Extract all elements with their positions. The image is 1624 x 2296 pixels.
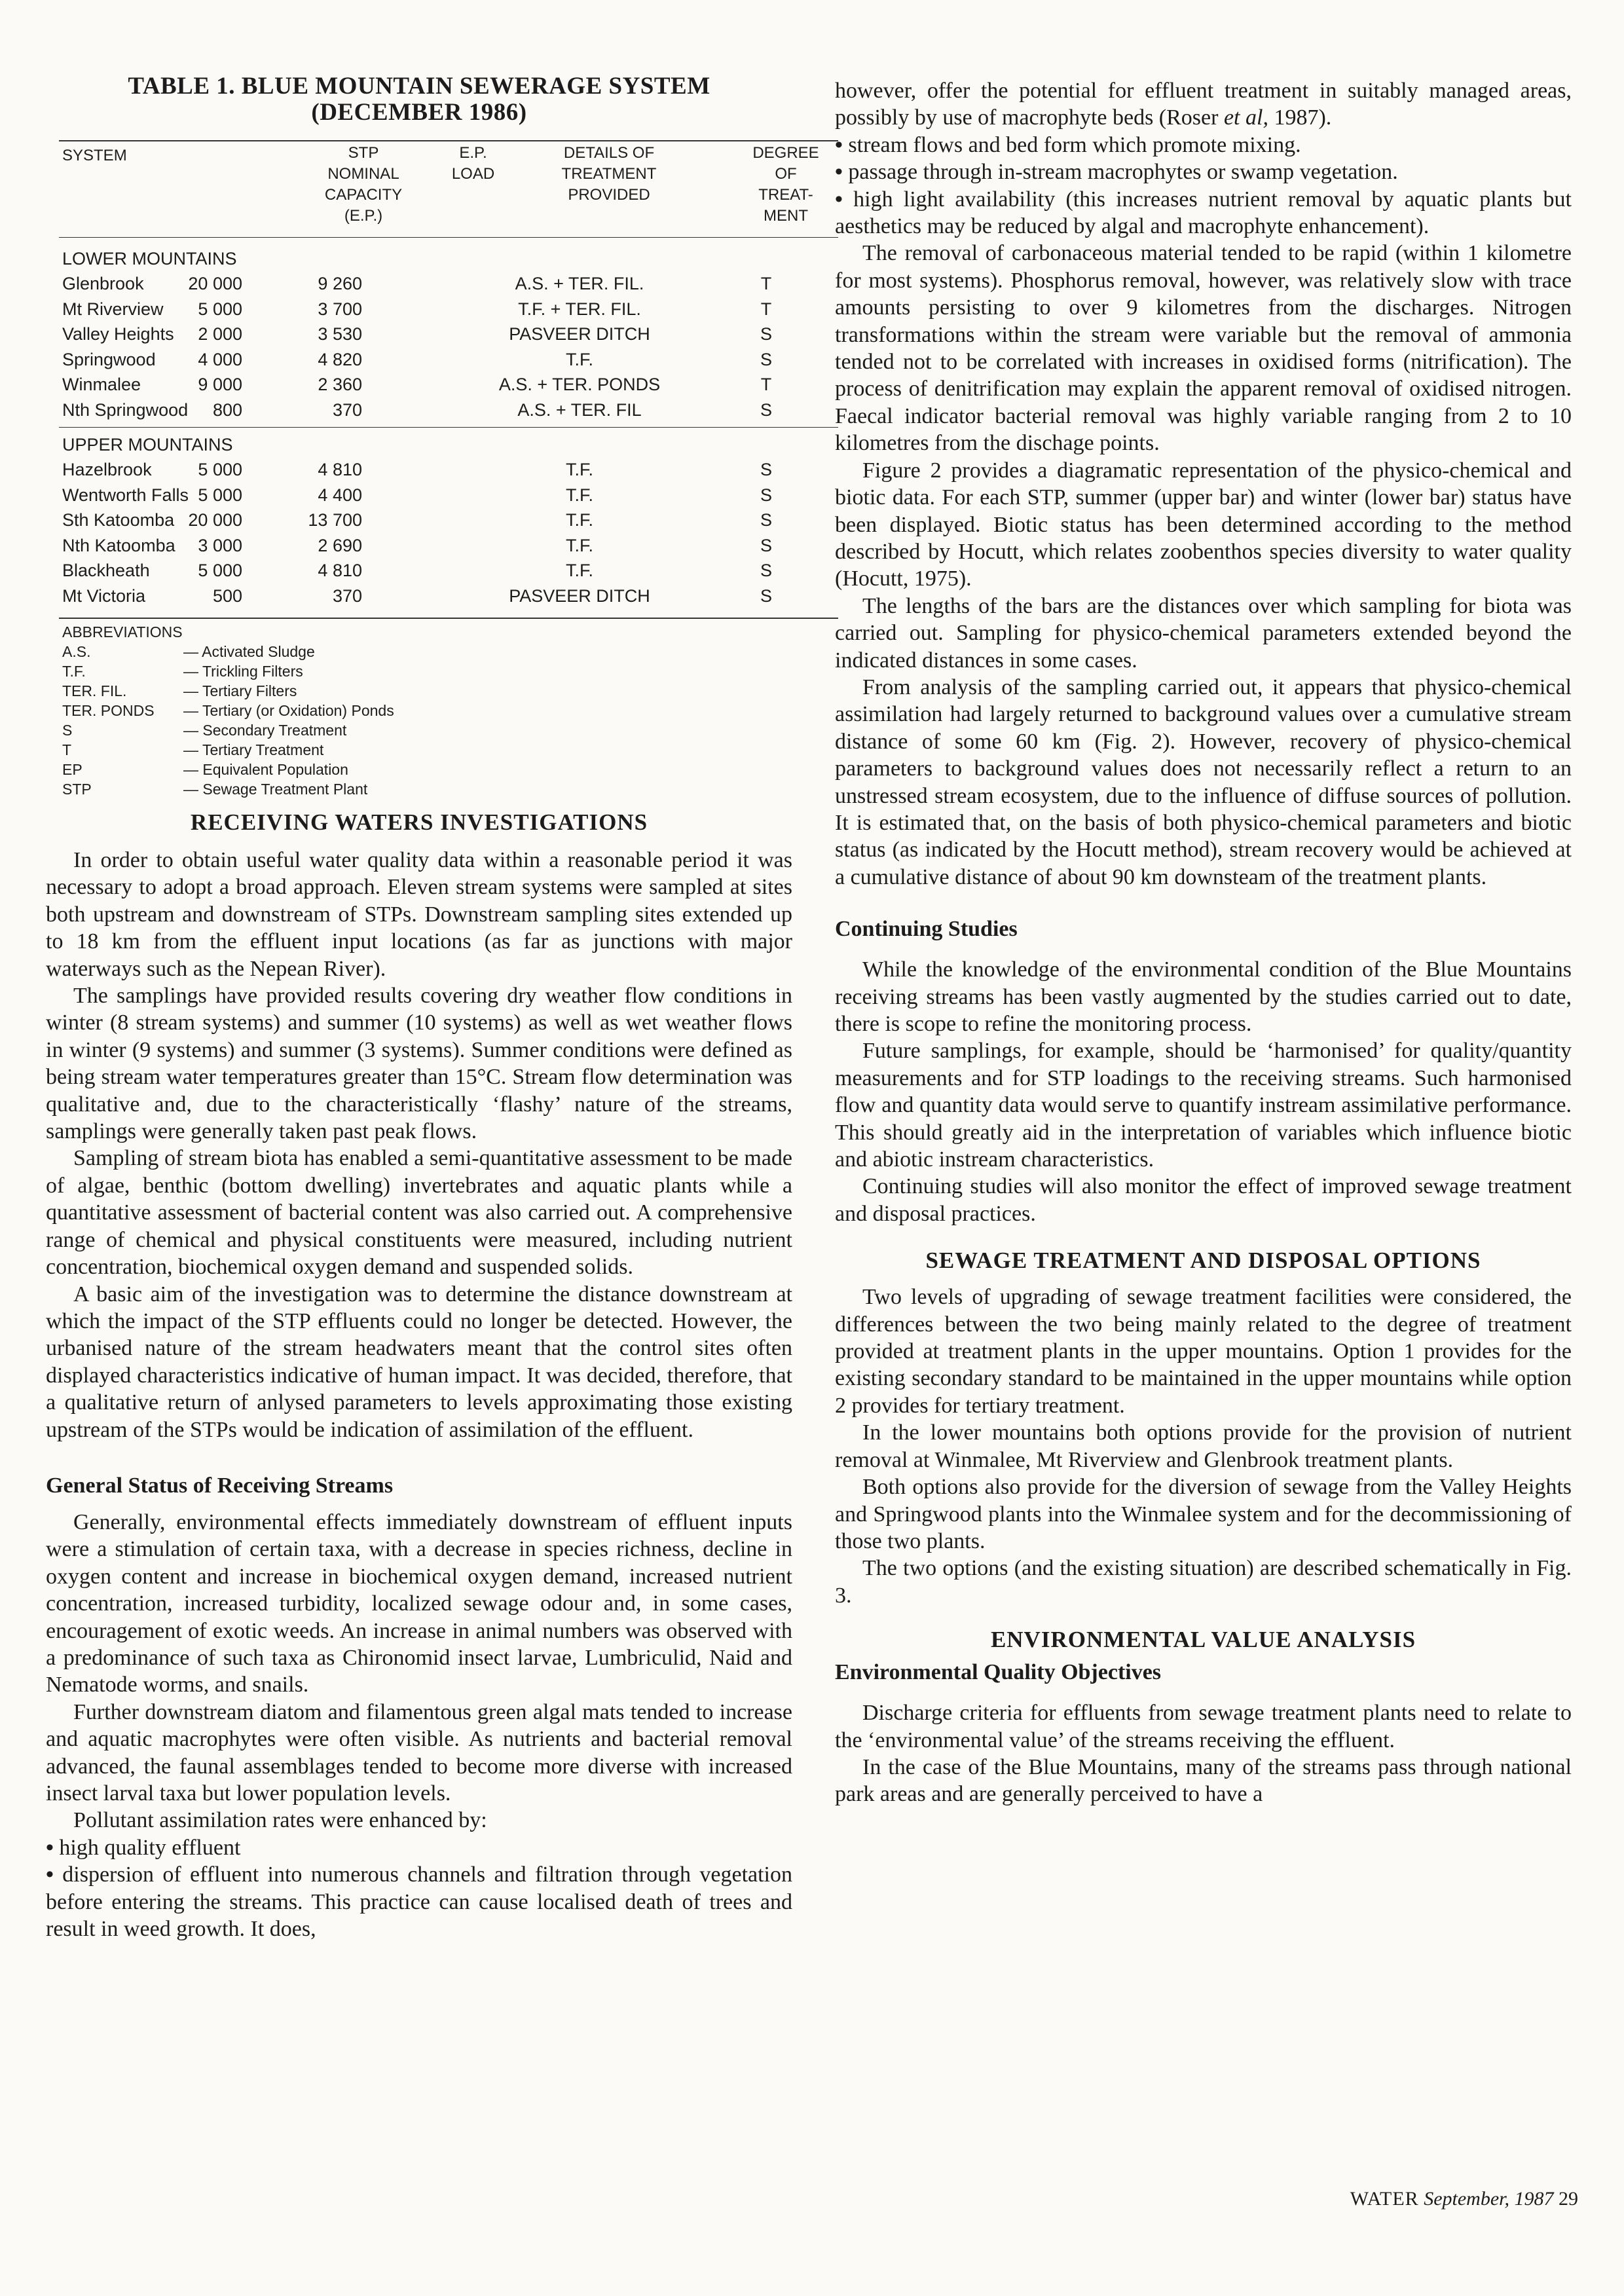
abbreviation-item xyxy=(62,740,521,760)
abbreviation-key: T xyxy=(62,741,72,758)
paragraph: Further downstream diatom and filamentous green algal mats tended to increase and aquatic macrophytes were often visible. As nutrients and bacterial removal advanced, the faunal assemblages tended to become more diverse with increased insect larval taxa but lower population levels. xyxy=(46,1699,792,1805)
cell-ep-load: 4 820 xyxy=(318,349,362,369)
abbreviation-meaning: — Activated Sludge xyxy=(183,643,315,660)
paragraph: Figure 2 provides a diagramatic representation of the physico-chemical and biotic data. For each STP, summer (upper bar) and winter (lower bar) status have been displayed. Biotic status has been determined according to the method described by Hocutt, which relates zoobenthos species diversity to water quality (Hocutt, 1975). xyxy=(835,458,1572,591)
table-row xyxy=(62,457,835,482)
cell-degree: S xyxy=(760,535,772,555)
cell-degree: S xyxy=(760,585,772,606)
right-body xyxy=(835,77,1572,1808)
abbreviation-key: STP xyxy=(62,781,92,798)
cell-details: A.S. + TER. FIL xyxy=(517,399,642,420)
bullet-item: • dispersion of effluent into numerous channels and filtration through vegetation before entering the streams. This practice can cause localised death of trees and result in weed growth. It does, xyxy=(46,1862,792,1942)
table-bottom-rule xyxy=(59,618,838,619)
abbreviation-item xyxy=(62,661,521,681)
cell-capacity: 5 000 xyxy=(198,299,242,319)
cell-capacity: 5 000 xyxy=(198,485,242,505)
paragraph: Sampling of stream biota has enabled a semi-quantitative assessment to be made of algae, benthic (bottom dwelling) invertebrates and aquatic plants while a quantitative assessment of bacterial content was also carried out. A comprehensive range of chemical and physical constituents were measured, including nutrient concentration, biochemical oxygen demand and suspended solids. xyxy=(46,1146,792,1280)
cell-system: Nth Katoomba xyxy=(62,535,175,555)
table-title: TABLE 1. BLUE MOUNTAIN SEWERAGE SYSTEM xyxy=(128,73,710,100)
cell-ep-load: 2 360 xyxy=(318,375,362,394)
bullet-icon: • xyxy=(835,132,849,157)
cell-details: PASVEER DITCH xyxy=(509,585,650,606)
table-row xyxy=(62,558,835,583)
paragraph: In order to obtain useful water quality data within a reasonable period it was necessary to adopt a broad approach. Eleven stream systems were sampled at sites both upstream and downstream of STPs. Downstream sampling sites extended up to 18 km from the effluent input locations (as far as junctions with major waterways such as the Nepean River). xyxy=(46,848,792,981)
table-row xyxy=(62,398,835,422)
abbreviation-key: S xyxy=(62,722,73,739)
heading-environmental-value: ENVIRONMENTAL VALUE ANALYSIS xyxy=(990,1627,1416,1653)
abbreviations-heading: ABBREVIATIONS xyxy=(62,623,183,640)
cell-capacity: 5 000 xyxy=(198,561,242,580)
page-number: 29 xyxy=(1559,2188,1578,2210)
abbreviation-key: EP xyxy=(62,761,83,778)
cell-details: T.F. + TER. FIL. xyxy=(518,299,641,319)
paragraph: Future samplings, for example, should be ‘harmonised’ for quality/quantity measurements and for STP loadings to the receiving streams. Such harmonised flow and quantity data would serve to quantify instream assimilative performance. This should greatly aid in the interpretation of variables which influence biotic and abiotic instream characteristics. xyxy=(835,1039,1572,1172)
abbreviation-item xyxy=(62,779,521,799)
cell-degree: S xyxy=(760,485,772,505)
cell-system: Springwood xyxy=(62,349,156,369)
header-degree: DEGREE OF TREAT- MENT xyxy=(752,144,819,225)
abbreviation-key: TER. FIL. xyxy=(62,682,127,699)
table-row xyxy=(62,297,835,322)
page-footer xyxy=(1350,2187,1578,2211)
bullet-icon: • xyxy=(46,1835,60,1860)
paragraph: Pollutant assimilation rates were enhanced by: xyxy=(73,1808,487,1833)
cell-capacity: 2 000 xyxy=(198,324,242,344)
cell-capacity: 20 000 xyxy=(188,274,242,293)
section-upper-mountains: UPPER MOUNTAINS xyxy=(62,435,233,454)
cell-details: T.F. xyxy=(565,349,593,369)
abbreviation-item xyxy=(62,681,521,701)
abbreviation-item xyxy=(62,760,521,779)
cell-ep-load: 2 690 xyxy=(318,535,362,555)
paragraph: Two levels of upgrading of sewage treatment facilities were considered, the differences between the two being mainly related to the degree of treatment provided at treatment plants in the upper mountains. Option 1 provides for the existing secondary standard to be maintained in the upper mountains while option 2 provides for tertiary treatment. xyxy=(835,1285,1572,1418)
magazine-name: WATER xyxy=(1350,2188,1419,2210)
cell-degree: S xyxy=(760,349,772,369)
cell-details: T.F. xyxy=(565,510,593,530)
cell-ep-load: 4 810 xyxy=(318,460,362,479)
cell-degree: S xyxy=(760,510,772,530)
table-row xyxy=(62,372,835,397)
header-details: DETAILS OF TREATMENT PROVIDED xyxy=(561,144,657,204)
cell-system: Valley Heights xyxy=(62,324,174,344)
abbreviation-meaning: — Equivalent Population xyxy=(183,761,348,778)
abbreviation-key: T.F. xyxy=(62,663,86,680)
cell-details: A.S. + TER. FIL. xyxy=(515,274,644,293)
abbreviation-meaning: — Sewage Treatment Plant xyxy=(183,781,368,798)
abbreviation-item xyxy=(62,642,521,661)
cell-system: Wentworth Falls xyxy=(62,485,189,505)
cell-system: Winmalee xyxy=(62,375,141,394)
header-system: SYSTEM xyxy=(62,147,127,164)
heading-sewage-options: SEWAGE TREATMENT AND DISPOSAL OPTIONS xyxy=(925,1248,1481,1274)
abbreviation-item xyxy=(62,720,521,740)
paragraph: From analysis of the sampling carried out, it appears that physico-chemical assimilation had largely returned to background values over a cumulative stream distance of some 60 km (Fig. 2). However, recovery of physico-chemical parameters to background values does not necessarily reflect a return to an unstressed stream ecosystem, due to the influence of diffuse sources of pollution. It is estimated that, on the basis of both physico-chemical parameters and biotic status (as indicated by the Hocutt method), stream recovery would be achieved at a cumulative distance of about 90 km downsteam of the treatment plants. xyxy=(835,675,1572,889)
cell-ep-load: 370 xyxy=(332,585,362,606)
abbreviation-meaning: — Tertiary Treatment xyxy=(183,741,324,758)
heading-general-status: General Status of Receiving Streams xyxy=(46,1473,394,1498)
header-ep-load: E.P. LOAD xyxy=(451,144,495,183)
cell-ep-load: 13 700 xyxy=(308,510,362,530)
cell-capacity: 9 000 xyxy=(198,375,242,394)
abbreviation-meaning: — Trickling Filters xyxy=(183,663,303,680)
cell-details: PASVEER DITCH xyxy=(509,324,650,344)
heading-receiving-waters: RECEIVING WATERS INVESTIGATIONS xyxy=(190,809,648,835)
cell-degree: T xyxy=(760,299,772,319)
cell-degree: S xyxy=(760,399,772,420)
paragraph: Continuing studies will also monitor the effect of improved sewage treatment and disposal practices. xyxy=(835,1174,1572,1226)
table-row xyxy=(62,533,835,558)
cell-degree: S xyxy=(760,324,772,344)
table-row xyxy=(62,583,835,608)
abbreviation-key: TER. PONDS xyxy=(62,702,155,719)
cell-details: T.F. xyxy=(565,485,593,505)
paragraph: In the lower mountains both options provide for the provision of nutrient removal at Winmalee, Mt Riverview and Glenbrook treatment plants. xyxy=(835,1420,1572,1472)
cell-capacity: 800 xyxy=(212,399,242,420)
paragraph: Generally, environmental effects immediately downstream of effluent inputs were a stimulation of certain taxa, with a decrease in species richness, decline in oxygen content and increase in biochemical oxygen demand, increased nutrient concentration, increased turbidity, localized sewage odour and, in some cases, encouragement of exotic weeds. An increase in animal numbers was observed with a predominance of such taxa as Chironomid insect larvae, Lumbriculid, Naid and Nematode worms, and snails. xyxy=(46,1509,792,1697)
table-row xyxy=(62,508,835,532)
table-row xyxy=(62,347,835,372)
cell-degree: T xyxy=(760,274,772,293)
cell-ep-load: 3 700 xyxy=(318,299,362,319)
cell-system: Nth Springwood xyxy=(62,399,189,420)
paragraph: Discharge criteria for effluents from sewage treatment plants need to relate to the ‘environmental value’ of the streams receiving the effluent. xyxy=(835,1701,1572,1752)
header-stp-capacity: STP NOMINAL CAPACITY (E.P.) xyxy=(324,144,403,225)
abbreviation-item xyxy=(62,701,521,720)
paragraph: A basic aim of the investigation was to determine the distance downstream at which the impact of the STP effluents could no longer be detected. However, the urbanised nature of the stream headwaters meant that the control sites often displayed characteristics indicative of human impact. It was decided, therefore, that a qualitative return of anlysed parameters to levels approximating those existing upstream of the STPs would be indication of assimilation of the effluent. xyxy=(46,1282,792,1442)
cell-degree: T xyxy=(760,375,772,394)
cell-system: Mt Riverview xyxy=(62,299,164,319)
cell-ep-load: 9 260 xyxy=(318,274,362,293)
cell-details: T.F. xyxy=(565,535,593,555)
bullet-icon: • xyxy=(835,160,849,185)
bullet-icon: • xyxy=(46,1862,63,1887)
cell-details: A.S. + TER. PONDS xyxy=(498,375,661,394)
cell-details: T.F. xyxy=(565,460,593,479)
paragraph: While the knowledge of the environmental condition of the Blue Mountains receiving streams has been vastly augmented by the studies carried out to date, there is scope to refine the monitoring process. xyxy=(835,957,1572,1036)
cell-ep-load: 4 400 xyxy=(318,485,362,505)
paragraph: In the case of the Blue Mountains, many of the streams pass through national park areas and are generally perceived to have a xyxy=(835,1754,1572,1807)
table-row xyxy=(62,271,835,296)
cell-capacity: 500 xyxy=(212,585,242,606)
cell-capacity: 20 000 xyxy=(188,510,242,530)
paragraph: The removal of carbonaceous material tended to be rapid (within 1 kilometre for most systems). Phosphorus removal, however, was relatively slow with trace amounts persisting to over 9 kilometres from the discharges. Nitrogen transformations within the stream were variable but the removal of ammonia tended not to be correlated with increases in oxidised forms (nitrification). The process of denitrification may explain the apparent removal of oxidised nitrogen. Faecal indicator bacterial removal was highly variable ranging from 2 to 10 kilometres from the dischage points. xyxy=(835,241,1572,456)
abbreviation-meaning: — Tertiary (or Oxidation) Ponds xyxy=(183,702,394,719)
bullet-icon: • xyxy=(835,187,854,212)
bullet-item: • high quality effluent xyxy=(46,1835,241,1860)
cell-degree: S xyxy=(760,561,772,580)
bullet-item: • high light availability (this increases nutrient removal by aquatic plants but aesthetics may be reduced by algal and macrophyte enhancement). xyxy=(835,187,1572,239)
cell-degree: S xyxy=(760,460,772,479)
cell-ep-load: 370 xyxy=(332,399,362,420)
paragraph: however, offer the potential for effluent treatment in suitably managed areas, possibly by use of macrophyte beds (Roser et al, 1987). xyxy=(835,79,1572,130)
paragraph: The lengths of the bars are the distances over which sampling for biota was carried out. Sampling for physico-chemical parameters extended beyond the indicated distances in some cases. xyxy=(835,593,1572,673)
abbreviation-meaning: — Secondary Treatment xyxy=(183,722,347,739)
cell-system: Blackheath xyxy=(62,561,150,580)
paragraph: The samplings have provided results covering dry weather flow conditions in winter (8 stream systems) and summer (10 systems) as well as wet weather flows in winter (9 systems) and summer (3 systems). Summer conditions were defined as being stream water temperatures greater than 15°C. Stream flow determination was qualitative and, due to the characteristically ‘flashy’ nature of the streams, samplings were generally taken past peak flows. xyxy=(46,984,792,1144)
cell-details: T.F. xyxy=(565,561,593,580)
cell-capacity: 3 000 xyxy=(198,535,242,555)
bullet-item: • stream flows and bed form which promote mixing. xyxy=(835,132,1301,157)
cell-system: Hazelbrook xyxy=(62,460,152,479)
table-header-rule xyxy=(59,237,838,238)
abbreviation-key: A.S. xyxy=(62,643,91,660)
left-body xyxy=(46,809,792,1942)
table-top-rule xyxy=(59,140,838,141)
paragraph: Both options also provide for the diversion of sewage from the Valley Heights and Springwood plants into the Winmalee system and for the decommissioning of those two plants. xyxy=(835,1475,1572,1553)
section-lower-mountains: LOWER MOUNTAINS xyxy=(62,249,237,268)
table-mid-rule xyxy=(59,427,838,428)
heading-quality-objectives: Environmental Quality Objectives xyxy=(835,1660,1162,1685)
paragraph: The two options (and the existing situation) are described schematically in Fig. 3. xyxy=(835,1556,1572,1608)
cell-system: Mt Victoria xyxy=(62,585,146,606)
heading-continuing-studies: Continuing Studies xyxy=(835,917,1018,942)
table-row xyxy=(62,483,835,508)
table-row xyxy=(62,322,835,346)
cell-ep-load: 4 810 xyxy=(318,561,362,580)
cell-system: Sth Katoomba xyxy=(62,510,175,530)
table-subtitle: (DECEMBER 1986) xyxy=(311,99,527,126)
issue-date: September, 1987 xyxy=(1424,2188,1554,2210)
cell-ep-load: 3 530 xyxy=(318,324,362,344)
bullet-item: • passage through in-stream macrophytes or swamp vegetation. xyxy=(835,160,1398,185)
cell-capacity: 5 000 xyxy=(198,460,242,479)
cell-capacity: 4 000 xyxy=(198,349,242,369)
abbreviation-meaning: — Tertiary Filters xyxy=(183,682,297,699)
cell-system: Glenbrook xyxy=(62,274,144,293)
